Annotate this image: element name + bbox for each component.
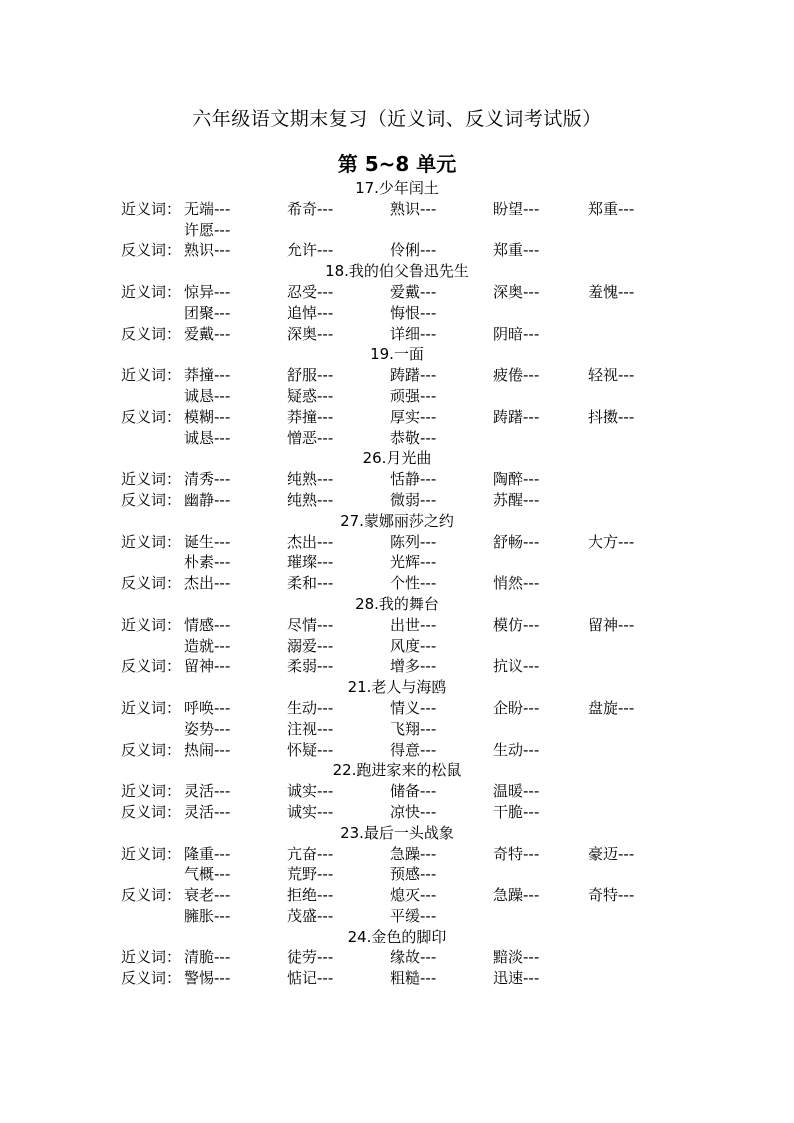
word-item: 微弱--- (390, 490, 437, 509)
word-item: 盘旋--- (588, 698, 635, 717)
word-item: 生动--- (493, 740, 540, 759)
word-item: 豪迈--- (588, 844, 635, 863)
word-row (0, 324, 794, 345)
word-item: 诚恳--- (184, 428, 231, 447)
word-item: 诞生--- (184, 532, 231, 551)
word-item: 团聚--- (184, 303, 231, 322)
word-item: 柔和--- (287, 574, 334, 593)
word-item: 忍受--- (287, 282, 334, 301)
word-item: 疲倦--- (493, 366, 540, 385)
word-item: 得意--- (390, 740, 437, 759)
word-item: 灵活--- (184, 782, 231, 801)
lesson-title: 19.一面 (370, 345, 424, 364)
word-item: 抗议--- (493, 657, 540, 676)
word-item: 诚实--- (287, 802, 334, 821)
word-row (0, 365, 794, 386)
word-item: 郑重--- (588, 199, 635, 218)
word-item: 情感--- (184, 615, 231, 634)
word-item: 缘故--- (390, 948, 437, 967)
word-item: 憎恶--- (287, 428, 334, 447)
word-item: 迅速--- (493, 969, 540, 988)
word-item: 详细--- (390, 324, 437, 343)
word-item: 熟识--- (184, 241, 231, 260)
word-item: 拒绝--- (287, 886, 334, 905)
word-item: 深奥--- (287, 324, 334, 343)
word-item: 深奥--- (493, 282, 540, 301)
row-label: 近义词： (121, 199, 182, 218)
word-item: 厚实--- (390, 407, 437, 426)
word-item: 苏醒--- (493, 490, 540, 509)
word-item: 注视--- (287, 719, 334, 738)
word-item: 警惕--- (184, 969, 231, 988)
word-item: 幽静--- (184, 490, 231, 509)
word-row (0, 698, 794, 719)
row-label: 近义词： (121, 470, 182, 489)
row-label: 反义词： (121, 886, 182, 905)
word-item: 光辉--- (390, 553, 437, 572)
row-label: 反义词： (121, 802, 182, 821)
word-item: 舒畅--- (493, 532, 540, 551)
word-item: 粗糙--- (390, 969, 437, 988)
row-label: 近义词： (121, 782, 182, 801)
word-item: 气概--- (184, 865, 231, 884)
word-item: 怀疑--- (287, 740, 334, 759)
word-item: 惦记--- (287, 969, 334, 988)
unit-heading: 第 5~8 单元 (337, 152, 457, 176)
word-row (0, 386, 794, 407)
word-item: 清脆--- (184, 948, 231, 967)
word-item: 清秀--- (184, 470, 231, 489)
word-row (0, 802, 794, 823)
word-item: 急躁--- (493, 886, 540, 905)
word-item: 郑重--- (493, 241, 540, 260)
word-item: 出世--- (390, 615, 437, 634)
word-item: 个性--- (390, 574, 437, 593)
word-item: 朴素--- (184, 553, 231, 572)
row-label: 反义词： (121, 740, 182, 759)
word-row (0, 864, 794, 885)
word-item: 黯淡--- (493, 948, 540, 967)
word-item: 莽撞--- (184, 366, 231, 385)
word-item: 风度--- (390, 636, 437, 655)
lesson-title: 17.少年闰土 (355, 179, 439, 197)
word-item: 熟识--- (390, 199, 437, 218)
lessons-list (0, 178, 794, 989)
word-item: 凉快--- (390, 802, 437, 821)
lesson-title: 18.我的伯父鲁迅先生 (325, 262, 469, 281)
page-title: 六年级语文期末复习（近义词、反义词考试版） (192, 108, 602, 130)
word-item: 纯熟--- (287, 470, 334, 489)
row-label: 反义词： (121, 574, 182, 593)
word-item: 悔恨--- (390, 303, 437, 322)
word-item: 臃胀--- (184, 906, 231, 925)
lesson-title: 21.老人与海鸥 (347, 678, 447, 697)
word-item: 柔弱--- (287, 657, 334, 676)
word-item: 陶醉--- (493, 470, 540, 489)
word-item: 阴暗--- (493, 324, 540, 343)
word-item: 爱戴--- (184, 324, 231, 343)
lesson-title: 24.金色的脚印 (347, 927, 447, 946)
word-item: 抖擞--- (588, 407, 635, 426)
lesson-title: 22.跑进家来的松鼠 (332, 761, 462, 780)
row-label: 反义词： (121, 241, 182, 260)
word-row (0, 240, 794, 261)
row-label: 近义词： (121, 282, 182, 301)
word-row (0, 740, 794, 761)
word-item: 杰出--- (184, 574, 231, 593)
word-item: 爱戴--- (390, 282, 437, 301)
word-row (0, 407, 794, 428)
word-item: 温暖--- (493, 782, 540, 801)
word-item: 模仿--- (493, 615, 540, 634)
word-row (0, 906, 794, 927)
word-item: 陈列--- (390, 532, 437, 551)
word-item: 诚恳--- (184, 386, 231, 405)
word-item: 情义--- (390, 698, 437, 717)
word-item: 追悼--- (287, 303, 334, 322)
word-row (0, 947, 794, 968)
row-label: 近义词： (121, 366, 182, 385)
word-item: 轻视--- (588, 366, 635, 385)
word-item: 顽强--- (390, 386, 437, 405)
word-row (0, 282, 794, 303)
word-row (0, 573, 794, 594)
word-item: 舒服--- (287, 366, 334, 385)
word-item: 热闹--- (184, 740, 231, 759)
lesson-title: 23.最后一头战象 (340, 823, 454, 842)
word-row (0, 199, 794, 220)
word-row (0, 220, 794, 241)
word-item: 徒劳--- (287, 948, 334, 967)
word-item: 纯熟--- (287, 490, 334, 509)
word-row (0, 490, 794, 511)
word-item: 增多--- (390, 657, 437, 676)
word-item: 恭敬--- (390, 428, 437, 447)
word-item: 惊异--- (184, 282, 231, 301)
word-item: 奇特--- (588, 886, 635, 905)
word-row (0, 636, 794, 657)
word-item: 璀璨--- (287, 553, 334, 572)
word-row (0, 781, 794, 802)
word-item: 羞愧--- (588, 282, 635, 301)
word-item: 飞翔--- (390, 719, 437, 738)
word-item: 盼望--- (493, 199, 540, 218)
word-item: 杰出--- (287, 532, 334, 551)
word-item: 造就--- (184, 636, 231, 655)
word-item: 踌躇--- (493, 407, 540, 426)
word-item: 许愿--- (184, 220, 231, 239)
row-label: 近义词： (121, 844, 182, 863)
word-item: 溺爱--- (287, 636, 334, 655)
word-row (0, 615, 794, 636)
row-label: 反义词： (121, 969, 182, 988)
word-item: 诚实--- (287, 782, 334, 801)
word-item: 大方--- (588, 532, 635, 551)
word-item: 荒野--- (287, 865, 334, 884)
word-row (0, 885, 794, 906)
row-label: 近义词： (121, 532, 182, 551)
row-label: 反义词： (121, 657, 182, 676)
word-row (0, 469, 794, 490)
word-item: 亢奋--- (287, 844, 334, 863)
lesson-title: 26.月光曲 (362, 449, 432, 468)
row-label: 近义词： (121, 698, 182, 717)
word-item: 莽撞--- (287, 407, 334, 426)
word-row (0, 656, 794, 677)
word-item: 模糊--- (184, 407, 231, 426)
row-label: 近义词： (121, 948, 182, 967)
word-item: 允许--- (287, 241, 334, 260)
word-item: 尽情--- (287, 615, 334, 634)
word-item: 隆重--- (184, 844, 231, 863)
word-row (0, 532, 794, 553)
lesson-title: 28.我的舞台 (355, 594, 439, 613)
word-row (0, 303, 794, 324)
word-item: 疑惑--- (287, 386, 334, 405)
row-label: 反义词： (121, 324, 182, 343)
row-label: 近义词： (121, 615, 182, 634)
word-item: 无端--- (184, 199, 231, 218)
word-row (0, 552, 794, 573)
word-item: 伶俐--- (390, 241, 437, 260)
word-item: 熄灭--- (390, 886, 437, 905)
row-label: 反义词： (121, 407, 182, 426)
word-row (0, 968, 794, 989)
word-item: 希奇--- (287, 199, 334, 218)
word-row (0, 844, 794, 865)
word-row (0, 428, 794, 449)
word-item: 急躁--- (390, 844, 437, 863)
lesson-title: 27.蒙娜丽莎之约 (340, 511, 454, 530)
word-item: 呼唤--- (184, 698, 231, 717)
word-item: 恬静--- (390, 470, 437, 489)
word-item: 茂盛--- (287, 906, 334, 925)
word-item: 储备--- (390, 782, 437, 801)
word-item: 灵活--- (184, 802, 231, 821)
word-item: 干脆--- (493, 802, 540, 821)
word-item: 平缓--- (390, 906, 437, 925)
word-item: 奇特--- (493, 844, 540, 863)
word-item: 衰老--- (184, 886, 231, 905)
word-item: 留神--- (184, 657, 231, 676)
word-item: 悄然--- (493, 574, 540, 593)
word-item: 预感--- (390, 865, 437, 884)
word-item: 生动--- (287, 698, 334, 717)
word-item: 踌躇--- (390, 366, 437, 385)
word-item: 留神--- (588, 615, 635, 634)
word-item: 企盼--- (493, 698, 540, 717)
word-row (0, 719, 794, 740)
row-label: 反义词： (121, 490, 182, 509)
word-item: 姿势--- (184, 719, 231, 738)
